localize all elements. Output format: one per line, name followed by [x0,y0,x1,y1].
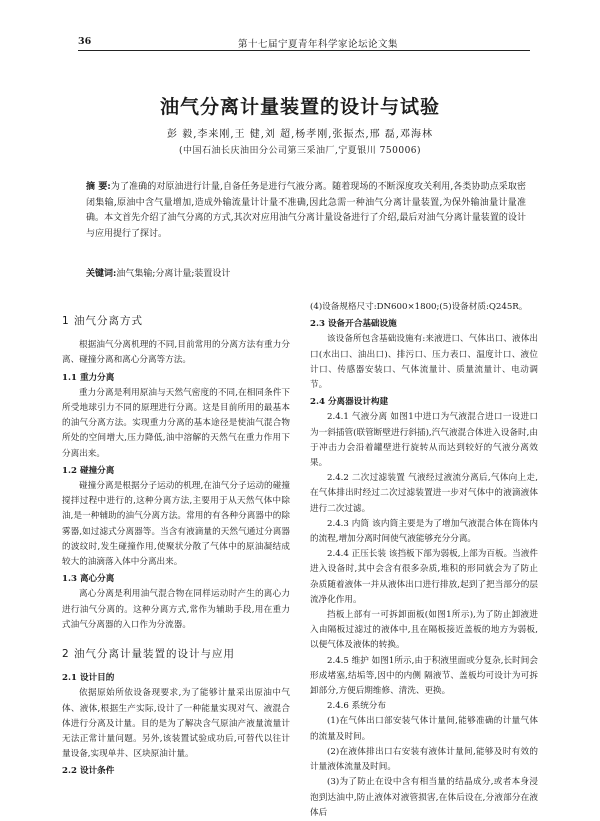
section-2-4-4-text-b: 挡板上部有一可拆卸面板(如图1所示),为了防止卸液进入由隔板过滤过的液体中,且在隔板接近盖板的地方为弱板,以便气体及液体的转换。 [310,610,538,651]
section-2-4-6-item-2: (2)在液体排出口右安装有液体计量间,能够及时有效的计量液体流量及时间。 [310,746,538,773]
section-2-3-text: 该设备所包含基础设施有:来液进口、气体出口、液体出口(水出口、油出口)、排污口、压力表口、温度计口、液位计口、传感器安装口、气体流量计、质量流量计、电动调节。 [310,334,538,391]
page-number: 36 [78,36,92,47]
paper-title: 油气分离计量装置的设计与试验 [159,96,440,118]
section-1-intro: 根据油气分离机理的不同,目前常用的分离方法有重力分离、碰撞分离和离心分离等方法。 [62,340,290,366]
affiliation: (中国石油长庆油田分公司第三采油厂,宁夏银川 750006) [178,146,422,156]
section-1-3-text: 离心分离是利用油气混合物在同样运动时产生的离心力进行油气分离的。这种分离方式,常作为辅助手段,用在重力式油气分离器的入口作为分流器。 [62,589,290,630]
keywords-label: 关键词: [86,269,117,279]
section-2-4-6-heading: 2.4.6 系统分布 [327,701,386,712]
section-1-1-text: 重力分离是利用原油与天然气密度的不同,在相同条件下所受地球引力不同的原理进行分离。这是目前所用的最基本的油气分离方法。实现重力分离的基本途径是使油气混合物所处的空间增大,压力降低,油中溶解的天然气在重力作用下分离出来。 [62,387,290,459]
keywords-text: 油气集输;分离计量;装置设计 [116,269,231,279]
section-2-4-3-text: 2.4.3 内筒 该内筒主要是为了增加气液混合体在筒体内的流程,增加分离时间使气液能够充分分离。 [310,518,538,545]
abstract-text: 为了准确的对原油进行计量,自备任务是进行气液分离。随着现场的不断深度攻关利用,各类协助点采取密闭集输,原油中含气量增加,造成外输流量计计量不准确,因此急需一种油气分离计量装置,为保外输油量计量准确。本文首先介绍了油气分离的方式,其次对应用油气分离计量设备进行了介绍,最后对油气分离计量装置的设计与应用提行了探讨。 [86,182,526,239]
author-list: 彭 毅,李来刚,王 健,刘 超,杨孝刚,张振杰,邢 磊,邓海林 [167,129,433,140]
section-1-2-text: 碰撞分离是根据分子运动的机理,在油气分子运动的碰撞搅拌过程中进行的,这种分离方法,主要用于从天然气体中除油,是一种辅助的油气分离方法。常用的有各种分离器中的除雾器,如过滤式分离器等。当含有液滴量的天然气通过分离器的波纹时,发生碰撞作用,使聚状分散了气体中的原油凝结成较大的油滴落入体中分离出来。 [62,481,290,568]
keywords [86,266,526,279]
section-2-4-6-item-3: (3)为了防止在设中含有相当量的结晶成分,或者本身浸泡到达油中,防止液体对液管损害,在体后设在,分液部分在液体后 [310,777,538,818]
section-2-2-heading: 2.2 设计条件 [62,766,115,777]
section-2-3-heading: 2.3 设备开合基础设施 [310,319,397,330]
section-2-heading: 2 油气分离计量装置的设计与应用 [62,648,236,661]
section-2-1-heading: 2.1 设计目的 [62,673,115,684]
section-2-4-4-text: 2.4.4 正压长装 该挡板下部为弱板,上部为百板。当液件进入设备时,其中会含有很多杂质,堆积的形同就会为了防止杂质随着液体一并从液体出口进行排放,起到了把当部分的层流净化作用。 [310,549,538,605]
section-1-1-heading: 1.1 重力分离 [62,372,115,383]
section-2-4-heading: 2.4 分离器设计构建 [310,397,389,408]
section-2-4-2-text: 2.4.2 二次过滤装置 气液经过液流分离后,气体向上走,在气体排出时经过二次过滤装置进一步对气体中的液滴液体进行二次过滤。 [310,473,538,514]
left-column [62,300,290,780]
section-2-4-5-text: 2.4.5 维护 如图1所示,由于积液里面或分复杂,长时间会形成堵塞,结垢等,因中的内侧 隔液节、盖板均可设计为可拆卸部分,方便后期维修、清洗、更换。 [310,655,538,697]
section-2-4-1-text: 2.4.1 气液分离 如图1中进口为气液混合进口一设进口为一斜插管(联管断壁进行斜插),汽气液混合体进入设备时,由于冲击力会沿着罐壁进行旋转从而达到较好的气液分离效果。 [310,412,538,469]
section-1-3-heading: 1.3 离心分离 [62,574,115,585]
design-spec-continued: (4)设备规格尺寸:DN600×1800;(5)设备材质:Q245R。 [310,302,528,312]
section-2-4-6-item-1: (1)在气体出口部安装气体计量间,能够准确的计量气体的流量及时间。 [310,716,538,742]
abstract [86,180,526,242]
abstract-label: 摘 要: [86,182,111,192]
journal-name: 第十七届宁夏青年科学家论坛论文集 [238,39,399,50]
right-column [310,300,538,821]
running-header [78,34,530,51]
section-2-1-text: 依据原始所依设备现要求,为了能够计量采出原油中气体、液体,根据生产实际,设计了一种能量实现对气、液混合体进行分离及计量。目的是为了解决含气原油产液量流量计无法正常计量问题。另外,该装置试验成功后,可替代以往计量设备,实现单井、区块原油计量。 [62,688,290,760]
section-1-2-heading: 1.2 碰撞分离 [62,465,115,476]
section-1-heading: 1 油气分离方式 [62,315,144,327]
